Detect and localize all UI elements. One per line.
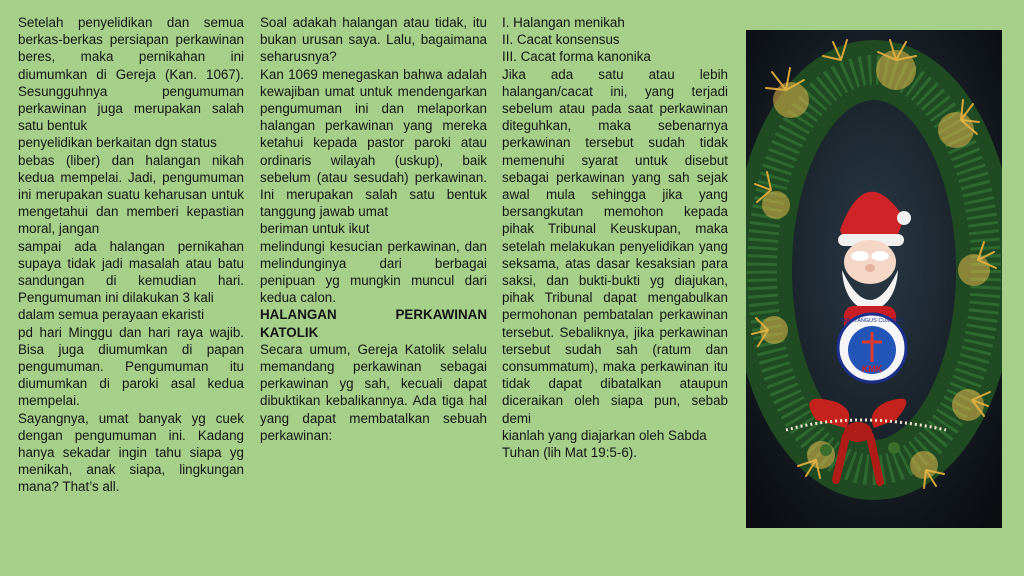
christmas-wreath-photo	[746, 30, 1002, 528]
paragraph: kianlah yang diajarkan oleh Sabda Tuhan (lih Mat 19:5-6).	[502, 427, 707, 461]
paragraph: dalam semua perayaan ekaristi	[18, 307, 205, 323]
paragraph: sampai ada halangan pernikahan supaya tidak jadi masalah atau batu sandungan di kemudian hari. Pengumuman ini dilakukan 3 kali	[18, 238, 244, 306]
section-heading: HALANGAN PERKAWINAN KATOLIK	[260, 307, 487, 340]
paragraph: Jika ada satu atau lebih halangan/cacat ini, yang terjadi sebelum atau pada saat perkawinan diteguhkan, maka sebenarnya perkawinan tersebut sudah tidak memenuhi syarat untuk disebut sebagai perkawinan yang sah sejak awal mula sehingga jika yang bersangkutan memohon kepada pihak Tribunal Keuskupan, maka setelah melakukan penyelidikan yang seksama, atas dasar kesaksian para saksi, dan bukti-bukti yg diajukan, pihak Tribunal dapat mengabulkan permohonan pembatalan perkawinan tersebut. Sebaliknya, jika perkawinan tersebut sudah sah (ratum dan consummatum), maka perkawinan itu tidak dapat dibatalkan ataupun diceraikan oleh siapa pun, sebab demi	[502, 66, 728, 426]
paragraph: Secara umum, Gereja Katolik selalu memandang perkawinan sebagai perkawinan yg sah, kecuali dapat dibuktikan kebalikannya. Ada tiga hal yang dapat membatalkan sebuah perkawinan:	[260, 341, 487, 443]
paragraph: Soal adakah halangan atau tidak, itu bukan urusan saya. Lalu, bagaimana seharusnya?	[260, 15, 487, 65]
paragraph: pd hari Minggu dan hari raya wajib. Bisa juga diumumkan di papan pengumuman. Pengumuman itu diumumkan di paroki asal kedua mempelai.	[18, 324, 244, 409]
paragraph: penyelidikan berkaitan dgn status	[18, 135, 217, 151]
kmk-badge	[838, 314, 906, 382]
text-column-2	[260, 14, 487, 444]
text-column-1	[18, 14, 244, 496]
paragraph: Sayangnya, umat banyak yg cuek dengan pengumuman ini. Kadang hanya sekadar ingin tahu siapa yg menikah, anak siapa, lingkungan mana? That’s all.	[18, 410, 244, 495]
list-item: III. Cacat forma kanonika	[502, 49, 651, 65]
paragraph: beriman untuk ikut	[260, 221, 370, 237]
paragraph: melindungi kesucian perkawinan, dan melindunginya dari berbagai penipuan yg mungkin muncul dari kedua calon.	[260, 238, 487, 306]
text-column-3	[502, 14, 728, 461]
list-item: II. Cacat konsensus	[502, 32, 620, 48]
badge-label: KMK	[861, 364, 883, 374]
list-item: I. Halangan menikah	[502, 15, 625, 30]
paragraph: Kan 1069 menegaskan bahwa adalah kewajiban umat untuk mendengarkan pengumuman ini dan melaporkan halangan perkawinan yang mereka ketahui kepada pastor paroki atau ordinaris wilayah (uskup), baik sebelum (atau sesudah) perkawinan. Ini merupakan salah satu bentuk tanggung jawab umat	[260, 66, 487, 220]
paragraph: Setelah penyelidikan dan semua berkas-berkas persiapan perkawinan beres, maka pernikahan ini diumumkan di Gereja (Kan. 1067). Sesungguhnya pengumuman perkawinan juga merupakan salah satu bentuk	[18, 15, 244, 134]
badge-top-text: SEBAYANGUS CUM DEO	[839, 318, 905, 324]
paragraph: bebas (liber) dan halangan nikah kedua mempelai. Jadi, pengumuman ini merupakan suatu keharusan untuk mengetahui dan memberi kepastian moral, jangan	[18, 152, 244, 237]
